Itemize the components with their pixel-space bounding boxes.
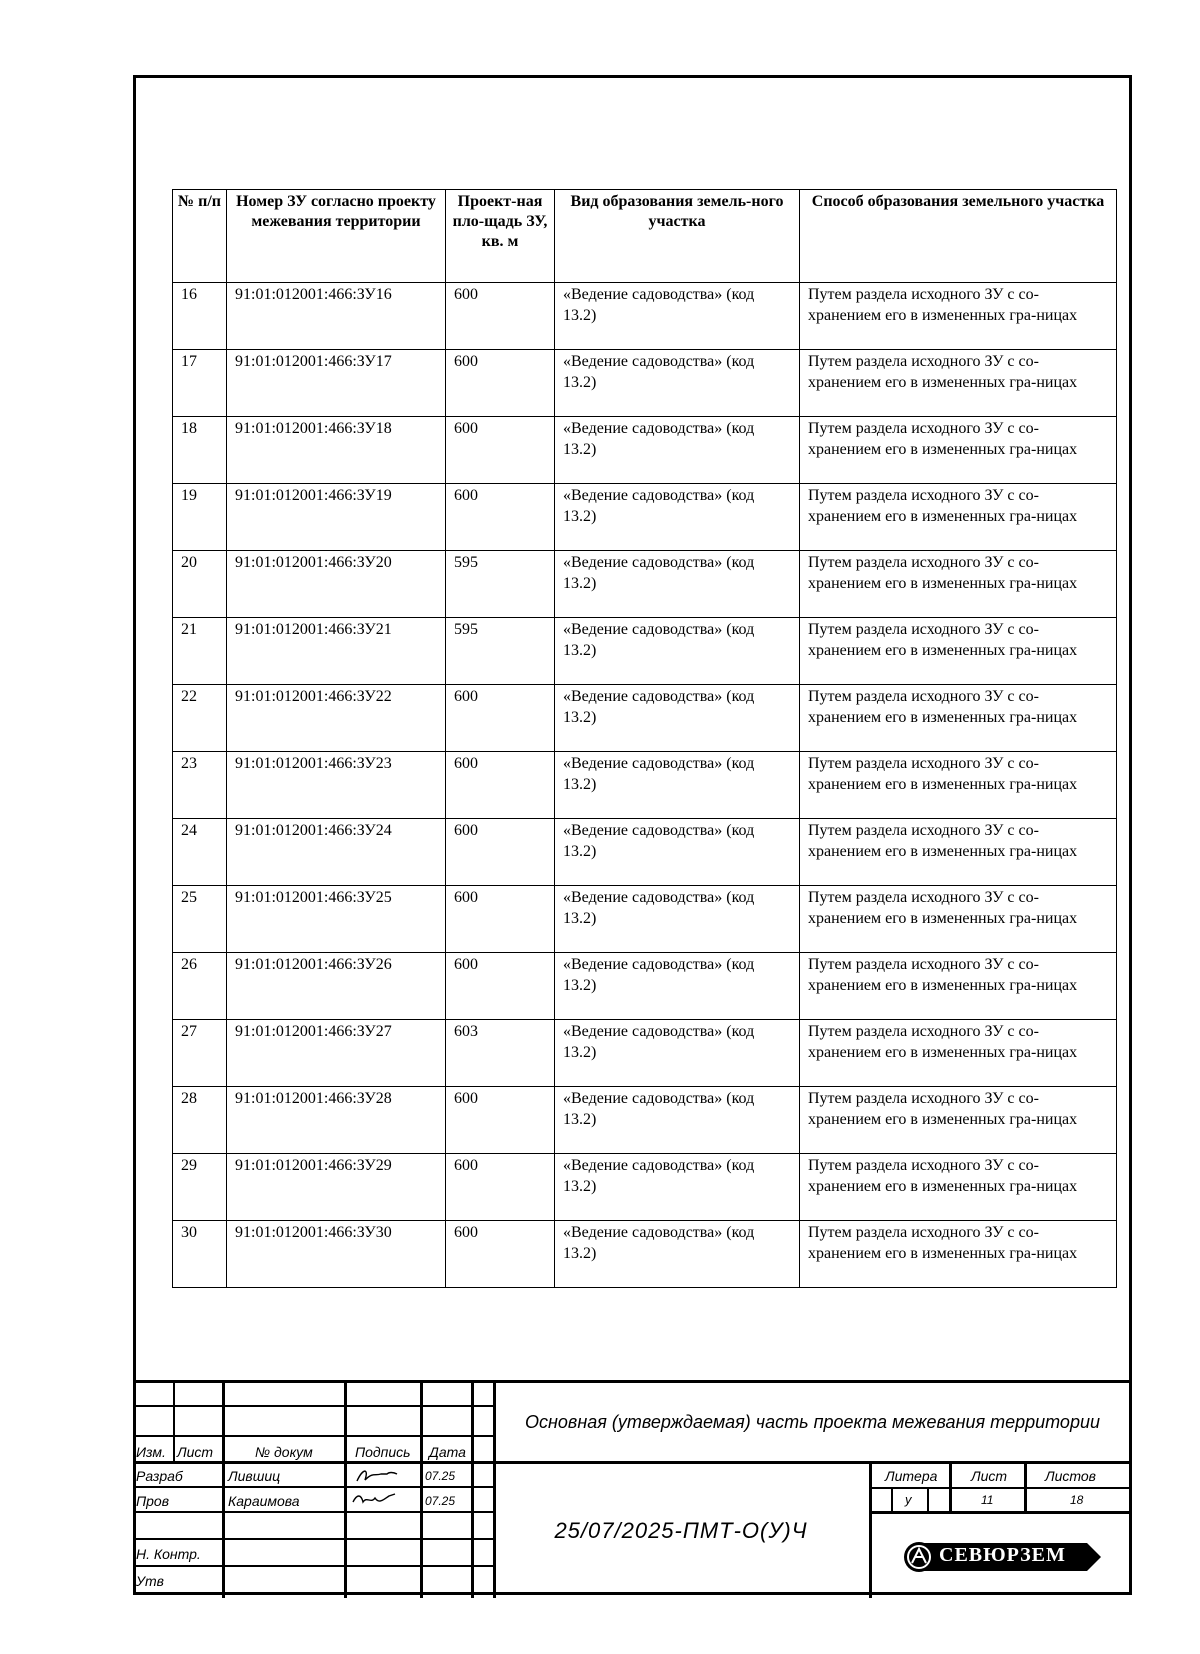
cell-number: 26 xyxy=(173,953,227,1020)
cell-area: 603 xyxy=(446,1020,555,1087)
cell-area: 600 xyxy=(446,484,555,551)
cell-type: «Ведение садоводства» (код 13.2) xyxy=(555,551,800,618)
prov-name: Караимова xyxy=(228,1493,300,1509)
cell-plot-id: 91:01:012001:466:ЗУ22 xyxy=(227,685,446,752)
header-type: Вид образования земель-ного участка xyxy=(555,190,800,283)
cell-area: 600 xyxy=(446,417,555,484)
label-izm: Изм. xyxy=(136,1444,166,1460)
cell-type: «Ведение садоводства» (код 13.2) xyxy=(555,886,800,953)
table-row xyxy=(173,819,1117,886)
cell-plot-id: 91:01:012001:466:ЗУ17 xyxy=(227,350,446,417)
table-row xyxy=(173,1221,1117,1288)
cell-method: Путем раздела исходного ЗУ с со-хранением его в измененных гра-ницах xyxy=(800,685,1117,752)
cell-type: «Ведение садоводства» (код 13.2) xyxy=(555,1221,800,1288)
cell-type: «Ведение садоводства» (код 13.2) xyxy=(555,685,800,752)
cell-area: 595 xyxy=(446,618,555,685)
cell-number: 28 xyxy=(173,1087,227,1154)
table-row xyxy=(173,886,1117,953)
cell-plot-id: 91:01:012001:466:ЗУ30 xyxy=(227,1221,446,1288)
cell-number: 30 xyxy=(173,1221,227,1288)
label-list: Лист xyxy=(177,1444,214,1460)
cell-plot-id: 91:01:012001:466:ЗУ19 xyxy=(227,484,446,551)
cell-number: 24 xyxy=(173,819,227,886)
cell-plot-id: 91:01:012001:466:ЗУ24 xyxy=(227,819,446,886)
sheets-total: 18 xyxy=(1070,1493,1084,1507)
razrab-name: Лившиц xyxy=(228,1468,281,1484)
table-row xyxy=(173,1154,1117,1221)
cell-number: 17 xyxy=(173,350,227,417)
document-code: 25/07/2025-ПМТ-О(У)Ч xyxy=(554,1517,808,1543)
cell-type: «Ведение садоводства» (код 13.2) xyxy=(555,283,800,350)
table-row xyxy=(173,484,1117,551)
cell-method: Путем раздела исходного ЗУ с со-хранением его в измененных гра-ницах xyxy=(800,417,1117,484)
cell-number: 20 xyxy=(173,551,227,618)
cell-method: Путем раздела исходного ЗУ с со-хранением его в измененных гра-ницах xyxy=(800,350,1117,417)
land-plots-table xyxy=(172,189,1117,1288)
cell-type: «Ведение садоводства» (код 13.2) xyxy=(555,1087,800,1154)
cell-number: 29 xyxy=(173,1154,227,1221)
cell-area: 600 xyxy=(446,953,555,1020)
header-plot-id: Номер ЗУ согласно проекту межевания территории xyxy=(227,190,446,283)
cell-plot-id: 91:01:012001:466:ЗУ29 xyxy=(227,1154,446,1221)
cell-type: «Ведение садоводства» (код 13.2) xyxy=(555,1154,800,1221)
cell-method: Путем раздела исходного ЗУ с со-хранением его в измененных гра-ницах xyxy=(800,484,1117,551)
cell-area: 595 xyxy=(446,551,555,618)
cell-method: Путем раздела исходного ЗУ с со-хранением его в измененных гра-ницах xyxy=(800,953,1117,1020)
title-block xyxy=(133,1380,1132,1595)
cell-method: Путем раздела исходного ЗУ с со-хранением его в измененных гра-ницах xyxy=(800,1154,1117,1221)
signature-razrab xyxy=(353,1466,413,1486)
cell-number: 16 xyxy=(173,283,227,350)
label-date: Дата xyxy=(429,1444,466,1460)
cell-area: 600 xyxy=(446,283,555,350)
cell-area: 600 xyxy=(446,685,555,752)
label-nkontr: Н. Контр. xyxy=(136,1546,201,1562)
table-row xyxy=(173,417,1117,484)
header-number: № п/п xyxy=(173,190,227,283)
company-name: СЕВЮРЗЕМ xyxy=(939,1544,1066,1566)
cell-plot-id: 91:01:012001:466:ЗУ20 xyxy=(227,551,446,618)
cell-method: Путем раздела исходного ЗУ с со-хранением его в измененных гра-ницах xyxy=(800,1087,1117,1154)
prov-date: 07.25 xyxy=(425,1494,456,1508)
company-logo xyxy=(903,1541,1103,1573)
cell-number: 19 xyxy=(173,484,227,551)
table-row xyxy=(173,350,1117,417)
label-sign: Подпись xyxy=(355,1444,411,1460)
cell-number: 27 xyxy=(173,1020,227,1087)
cell-method: Путем раздела исходного ЗУ с со-хранением его в измененных гра-ницах xyxy=(800,283,1117,350)
cell-area: 600 xyxy=(446,886,555,953)
cell-method: Путем раздела исходного ЗУ с со-хранением его в измененных гра-ницах xyxy=(800,819,1117,886)
cell-method: Путем раздела исходного ЗУ с со-хранением его в измененных гра-ницах xyxy=(800,551,1117,618)
label-doc: № докум xyxy=(255,1444,313,1460)
cell-area: 600 xyxy=(446,1221,555,1288)
table-row xyxy=(173,618,1117,685)
table-row xyxy=(173,1020,1117,1087)
label-razrab: Разраб xyxy=(136,1468,183,1484)
cell-type: «Ведение садоводства» (код 13.2) xyxy=(555,1020,800,1087)
cell-plot-id: 91:01:012001:466:ЗУ25 xyxy=(227,886,446,953)
table-row xyxy=(173,685,1117,752)
table-row xyxy=(173,953,1117,1020)
cell-type: «Ведение садоводства» (код 13.2) xyxy=(555,417,800,484)
label-utv: Утв xyxy=(136,1573,164,1589)
cell-method: Путем раздела исходного ЗУ с со-хранением его в измененных гра-ницах xyxy=(800,1221,1117,1288)
cell-area: 600 xyxy=(446,752,555,819)
cell-area: 600 xyxy=(446,1087,555,1154)
cell-plot-id: 91:01:012001:466:ЗУ16 xyxy=(227,283,446,350)
cell-type: «Ведение садоводства» (код 13.2) xyxy=(555,484,800,551)
cell-plot-id: 91:01:012001:466:ЗУ27 xyxy=(227,1020,446,1087)
document-title: Основная (утверждаемая) часть проекта межевания территории xyxy=(525,1411,1100,1432)
cell-type: «Ведение садоводства» (код 13.2) xyxy=(555,752,800,819)
label-sheet: Лист xyxy=(971,1468,1008,1484)
table-row xyxy=(173,551,1117,618)
cell-method: Путем раздела исходного ЗУ с со-хранением его в измененных гра-ницах xyxy=(800,618,1117,685)
cell-number: 21 xyxy=(173,618,227,685)
table-header-row xyxy=(173,190,1117,283)
cell-area: 600 xyxy=(446,350,555,417)
razrab-date: 07.25 xyxy=(425,1469,456,1483)
litera-value: у xyxy=(905,1492,912,1507)
header-method: Способ образования земельного участка xyxy=(800,190,1117,283)
cell-number: 18 xyxy=(173,417,227,484)
label-litera: Литера xyxy=(885,1468,938,1484)
cell-plot-id: 91:01:012001:466:ЗУ26 xyxy=(227,953,446,1020)
cell-type: «Ведение садоводства» (код 13.2) xyxy=(555,618,800,685)
table-row xyxy=(173,1087,1117,1154)
table-row xyxy=(173,752,1117,819)
cell-plot-id: 91:01:012001:466:ЗУ21 xyxy=(227,618,446,685)
signature-prov xyxy=(349,1490,409,1510)
cell-type: «Ведение садоводства» (код 13.2) xyxy=(555,953,800,1020)
header-area: Проект-ная пло-щадь ЗУ, кв. м xyxy=(446,190,555,283)
sheet-number: 11 xyxy=(981,1493,994,1507)
cell-method: Путем раздела исходного ЗУ с со-хранением его в измененных гра-ницах xyxy=(800,886,1117,953)
cell-method: Путем раздела исходного ЗУ с со-хранением его в измененных гра-ницах xyxy=(800,752,1117,819)
cell-plot-id: 91:01:012001:466:ЗУ28 xyxy=(227,1087,446,1154)
table-row xyxy=(173,283,1117,350)
cell-plot-id: 91:01:012001:466:ЗУ18 xyxy=(227,417,446,484)
cell-type: «Ведение садоводства» (код 13.2) xyxy=(555,819,800,886)
cell-area: 600 xyxy=(446,1154,555,1221)
label-prov: Пров xyxy=(136,1493,170,1509)
cell-number: 25 xyxy=(173,886,227,953)
label-sheets: Листов xyxy=(1045,1468,1096,1484)
cell-number: 23 xyxy=(173,752,227,819)
cell-type: «Ведение садоводства» (код 13.2) xyxy=(555,350,800,417)
cell-number: 22 xyxy=(173,685,227,752)
cell-plot-id: 91:01:012001:466:ЗУ23 xyxy=(227,752,446,819)
cell-area: 600 xyxy=(446,819,555,886)
cell-method: Путем раздела исходного ЗУ с со-хранением его в измененных гра-ницах xyxy=(800,1020,1117,1087)
